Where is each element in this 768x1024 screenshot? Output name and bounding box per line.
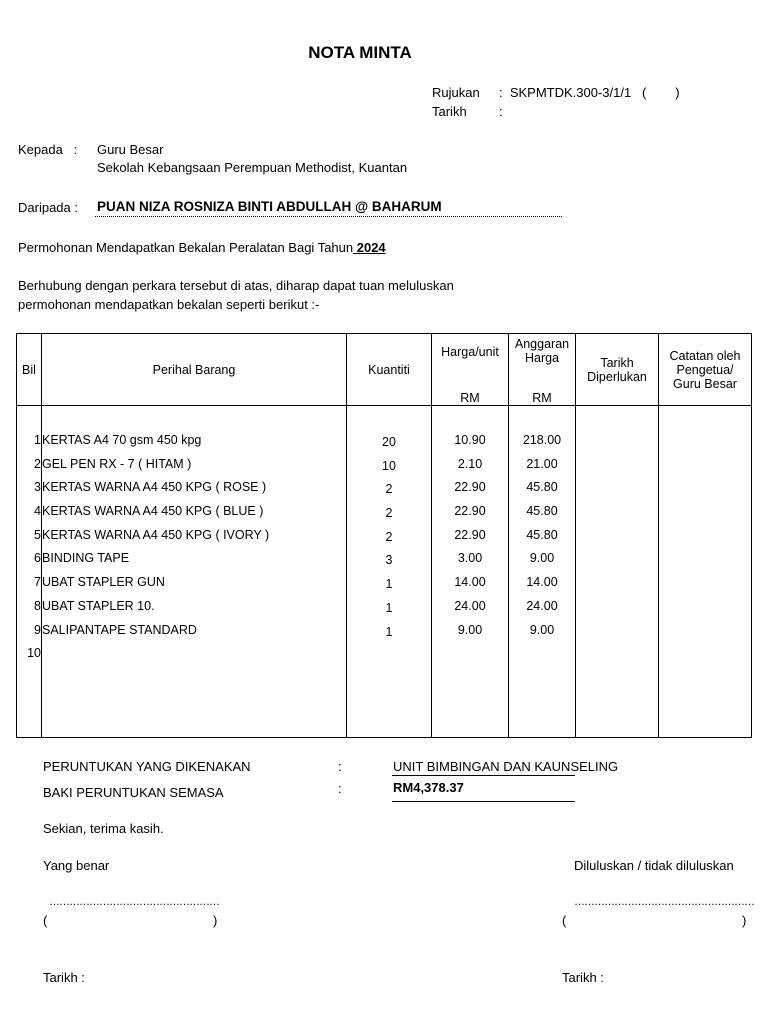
row-total: 45.80 xyxy=(526,480,558,495)
perihal-column xyxy=(42,406,347,738)
row-bil: 2 xyxy=(34,456,41,471)
kepada-label: Kepada : xyxy=(18,142,78,157)
daripada-label: Daripada : xyxy=(18,200,78,215)
row-total: 24.00 xyxy=(526,598,558,613)
row-quantity: 10 xyxy=(382,458,396,473)
closing-thanks: Sekian, terima kasih. xyxy=(43,821,164,836)
row-bil: 7 xyxy=(34,575,41,590)
row-quantity: 20 xyxy=(382,435,396,449)
row-total: 14.00 xyxy=(526,575,558,590)
row-item: KERTAS WARNA A4 450 KPG ( BLUE ) xyxy=(42,504,264,519)
bil-column xyxy=(17,406,42,738)
row-unit-price: 10.90 xyxy=(454,433,486,447)
page-title: NOTA MINTA xyxy=(308,43,412,62)
tarikh-right: Tarikh : xyxy=(562,970,604,985)
intro-line-1: Berhubung dengan perkara tersebut di atas, diharap dapat tuan meluluskan xyxy=(18,278,454,293)
row-item: SALIPANTAPE STANDARD xyxy=(42,622,197,637)
anggaran-column xyxy=(509,406,576,738)
row-total: 45.80 xyxy=(526,504,558,519)
row-item: GEL PEN RX - 7 ( HITAM ) xyxy=(42,456,192,471)
row-unit-price: 14.00 xyxy=(454,575,486,590)
row-total: 9.00 xyxy=(529,622,555,637)
row-unit-price: 9.00 xyxy=(457,622,483,637)
subject-text: Permohonan Mendapatkan Bekalan Peralatan Bagi Tahun xyxy=(18,240,354,255)
table-body-row xyxy=(17,406,752,738)
row-quantity: 2 xyxy=(385,482,393,497)
row-quantity: 1 xyxy=(385,624,393,639)
tarikh-left: Tarikh : xyxy=(43,970,85,985)
row-quantity: 1 xyxy=(385,577,393,592)
left-signature-dots: …………………………………………… xyxy=(49,896,219,908)
row-unit-price: 22.90 xyxy=(454,480,486,495)
row-bil: 10 xyxy=(27,646,41,661)
peruntukan-underline xyxy=(392,775,575,776)
row-item: UBAT STAPLER GUN xyxy=(42,575,165,590)
right-paren-open: ( xyxy=(562,913,567,928)
row-bil: 8 xyxy=(34,598,41,613)
right-signature-dots: ……………………………………………… xyxy=(574,896,754,908)
tarikh-diperlukan-column xyxy=(576,406,659,738)
diluluskan-label: Diluluskan / tidak diluluskan xyxy=(574,858,734,873)
row-total: 21.00 xyxy=(526,456,558,471)
row-quantity: 1 xyxy=(385,600,393,615)
header-bil: Bil xyxy=(17,334,42,406)
row-total: 9.00 xyxy=(529,551,555,566)
row-bil: 9 xyxy=(34,622,41,637)
row-quantity: 3 xyxy=(385,553,393,568)
daripada-dotted-line xyxy=(95,216,562,217)
row-total: 218.00 xyxy=(522,433,562,447)
row-unit-price: 22.90 xyxy=(454,504,486,519)
left-paren-close: ) xyxy=(213,913,218,928)
row-item xyxy=(42,643,346,667)
row-quantity xyxy=(347,640,431,664)
tarikh-label: Tarikh xyxy=(432,104,467,119)
header-kuantiti: Kuantiti xyxy=(347,334,432,406)
baki-underline xyxy=(392,801,575,802)
left-paren-open: ( xyxy=(43,913,48,928)
row-bil: 4 xyxy=(34,504,41,519)
baki-value: RM4,378.37 xyxy=(393,780,464,795)
row-bil: 1 xyxy=(34,433,41,447)
header-perihal: Perihal Barang xyxy=(42,334,347,406)
kepada-line-2: Sekolah Kebangsaan Perempuan Methodist, Kuantan xyxy=(97,160,408,175)
daripada-value: PUAN NIZA ROSNIZA BINTI ABDULLAH @ BAHARUM xyxy=(97,199,442,214)
peruntukan-label: PERUNTUKAN YANG DIKENAKAN xyxy=(43,759,251,774)
catatan-column xyxy=(659,406,752,738)
row-quantity: 2 xyxy=(385,506,393,521)
rujukan-value: : SKPMTDK.300-3/1/1 ( ) xyxy=(499,85,680,100)
row-unit-price xyxy=(432,643,508,667)
subject-line xyxy=(18,240,386,255)
row-unit-price: 22.90 xyxy=(454,527,486,542)
header-tarikh-diperlukan: Tarikh Diperlukan xyxy=(576,334,659,406)
row-bil: 5 xyxy=(34,527,41,542)
header-catatan: Catatan oleh Pengetua/ Guru Besar xyxy=(659,334,752,406)
kepada-line-1: Guru Besar xyxy=(97,142,164,157)
harga-column xyxy=(432,406,509,738)
peruntukan-colon: : xyxy=(338,759,342,774)
peruntukan-value: UNIT BIMBINGAN DAN KAUNSELING xyxy=(393,759,619,774)
row-total xyxy=(509,643,575,667)
header-harga: Harga/unit RM xyxy=(432,334,509,406)
row-unit-price: 24.00 xyxy=(454,598,486,613)
row-item: BINDING TAPE xyxy=(42,551,130,566)
baki-colon: : xyxy=(338,781,342,796)
right-paren-close: ) xyxy=(742,913,747,928)
row-item: KERTAS WARNA A4 450 KPG ( ROSE ) xyxy=(42,480,267,495)
row-total: 45.80 xyxy=(526,527,558,542)
table-header-row xyxy=(17,334,752,406)
row-item: KERTAS WARNA A4 450 KPG ( IVORY ) xyxy=(42,527,270,542)
header-anggaran: Anggaran Harga RM xyxy=(509,334,576,406)
row-unit-price: 3.00 xyxy=(457,551,483,566)
row-item: KERTAS A4 70 gsm 450 kpg xyxy=(42,433,202,447)
row-bil: 6 xyxy=(34,551,41,566)
row-quantity: 2 xyxy=(385,529,393,544)
intro-line-2: permohonan mendapatkan bekalan seperti berikut :- xyxy=(18,297,320,312)
row-unit-price: 2.10 xyxy=(457,456,483,471)
tarikh-value: : xyxy=(499,104,503,119)
yang-benar-label: Yang benar xyxy=(43,858,110,873)
row-bil: 3 xyxy=(34,480,41,495)
baki-label: BAKI PERUNTUKAN SEMASA xyxy=(43,785,224,800)
rujukan-label: Rujukan xyxy=(432,85,480,100)
kuantiti-column xyxy=(347,406,432,738)
row-item: UBAT STAPLER 10. xyxy=(42,598,155,613)
items-table xyxy=(16,333,752,738)
subject-year: 2024 xyxy=(353,240,386,255)
